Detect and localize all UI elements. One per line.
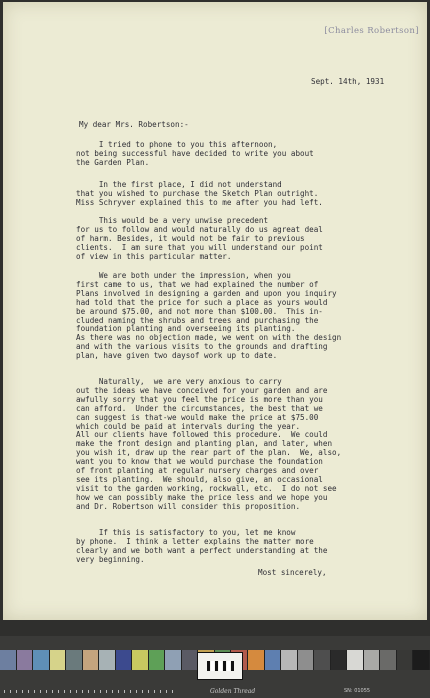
letter-paragraph [76, 181, 402, 208]
color-swatch [248, 650, 265, 670]
letter-line: awfully sorry that you feel the price is more than you [76, 394, 323, 404]
letter-line: Plans involved in designing a garden and upon you inquiry [76, 288, 337, 298]
letter-line: you wish it, draw up the rear part of the plan. We, also, [76, 448, 342, 458]
color-swatch [331, 650, 348, 670]
target-brand: Golden Thread [210, 688, 256, 695]
target-serial: SN: 01055 [344, 688, 371, 694]
letter-line: very beginning. [76, 554, 145, 564]
letter-line: clearly and we both want a perfect understanding at the [76, 545, 328, 555]
color-swatch [0, 650, 17, 670]
letter-line: first came to us, that we had explained the number of [76, 279, 319, 289]
letter-line: clients. I am sure that you will understand our point [76, 242, 323, 252]
letter-line: This would be a very unwise precedent [76, 216, 269, 225]
letter-line: and with the various visits to the grounds and drafting [76, 342, 328, 352]
letter-line: As there was no objection made, we went on with the design [76, 333, 342, 343]
letter-line: be around $75.00, and not more than $100.00. This in- [76, 306, 323, 316]
letter-line: and Dr. Robertson will consider this proposition. [76, 501, 301, 511]
color-swatch [182, 650, 199, 670]
letter-line: not being successful have decided to write you about [76, 148, 314, 158]
color-swatch [149, 650, 166, 670]
color-swatch [17, 650, 34, 670]
color-swatch [116, 650, 133, 670]
letter-line: for us to follow and would naturally do us agreat deal [76, 224, 323, 234]
letter-line: make the front design and planting plan, and later, when [76, 439, 333, 449]
letter-line: out the ideas we have conceived for your garden and are [76, 385, 328, 395]
color-swatch [165, 650, 182, 670]
letter-paragraph [76, 529, 402, 565]
letter-line: Miss Schryver explained this to me after you had left. [76, 197, 323, 207]
letter-line: foundation planting and overseeing its planting. [76, 324, 296, 334]
letter-line: Naturally, we are very anxious to carry [76, 377, 282, 386]
color-swatch [66, 650, 83, 670]
scale-ruler [4, 690, 174, 693]
letter-paragraph [76, 141, 402, 168]
color-swatch [50, 650, 67, 670]
barcode-icon [207, 661, 234, 671]
color-swatch [314, 650, 331, 670]
letter-line: can suggest is that-we would make the price at $75.00 [76, 412, 319, 422]
letter-line: want you to know that we would purchase the foundation [76, 457, 323, 467]
color-swatch [413, 650, 430, 670]
color-swatch [132, 650, 149, 670]
letter-paragraph [76, 378, 402, 512]
letter-line: of front planting at regular nursery charges and over [76, 466, 319, 476]
color-swatch [281, 650, 298, 670]
letter-line: that you wished to purchase the Sketch Plan outright. [76, 188, 319, 198]
salutation: My dear Mrs. Robertson:- [79, 120, 189, 129]
letter-line: I tried to phone to you this afternoon, [76, 140, 278, 149]
target-logo [197, 652, 243, 680]
letter-line: had told that the price for such a place as yours would [76, 297, 328, 307]
archival-note: [Charles Robertson] [324, 26, 419, 36]
color-swatch [83, 650, 100, 670]
letter-line: We are both under the impression, when you [76, 271, 291, 280]
letter-line: If this is satisfactory to you, let me know [76, 528, 296, 537]
color-swatch [265, 650, 282, 670]
letter-line: visit to the garden working, rockwall, etc. I do not see [76, 483, 337, 493]
letter-line: In the first place, I did not understand [76, 180, 282, 189]
closing: Most sincerely, [258, 568, 327, 577]
letter-line: cluded naming the shrubs and trees and purchasing the [76, 315, 319, 325]
color-swatch [364, 650, 381, 670]
letter-line: the Garden Plan. [76, 157, 150, 167]
letter-line: of view in this particular matter. [76, 251, 232, 261]
letter-line: how we can possibly make the price less and we hope you [76, 492, 328, 502]
color-swatch [347, 650, 364, 670]
letter-line: All our clients have followed this procedure. We could [76, 430, 328, 440]
color-swatch [33, 650, 50, 670]
letter-line: which could be paid at intervals during the year. [76, 421, 301, 431]
letter-line: can afford. Under the circumstances, the best that we [76, 403, 323, 413]
color-swatch [397, 650, 414, 670]
letter-line: of harm. Besides, it would not be fair to previous [76, 233, 305, 243]
color-swatch [298, 650, 315, 670]
color-swatch [99, 650, 116, 670]
letter-line: by phone. I think a letter explains the matter more [76, 536, 314, 546]
letter-paragraph [76, 217, 402, 262]
letter-line: plan, have given two daysof work up to date. [76, 351, 278, 361]
color-swatch [380, 650, 397, 670]
letter-paragraph [76, 272, 402, 361]
letter-line: see its planting. We should, also give, an occasional [76, 474, 323, 484]
letter-date: Sept. 14th, 1931 [311, 77, 385, 86]
